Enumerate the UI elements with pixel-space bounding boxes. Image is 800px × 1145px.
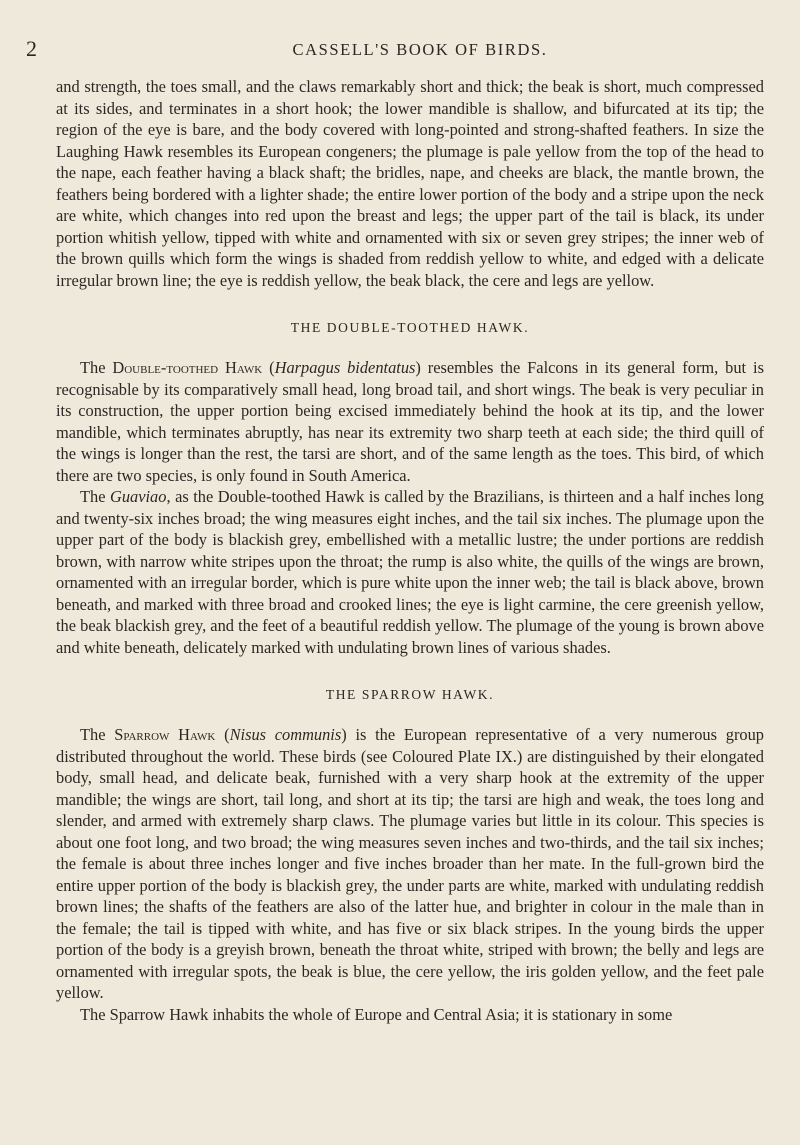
- section-heading-sparrow-hawk: THE SPARROW HAWK.: [325, 687, 495, 702]
- double-toothed-hawk-paragraph-1: The Double-toothed Hawk (Harpagus bidentatus) resembles the Falcons in its general form, but is recognisable by its comparatively small head, long broad tail, and short wings. The beak is very peculiar in its construction, the upper portion being excised immediately behind the hook at its tip, and the lower mandible, which terminates abruptly, has near its extremity two sharp teeth at each side; the third quill of the wings is longer than the rest, the tarsi are short, and of the same length as the toes. This bird, of which there are two species, is only found in South America.: [56, 358, 764, 485]
- latin-name: Harpagus bidentatus: [274, 358, 416, 377]
- latin-name: Guaviao: [110, 487, 167, 506]
- page-number: 2: [26, 36, 37, 61]
- species-name: Sparrow Hawk: [114, 725, 216, 744]
- sparrow-hawk-paragraph-2: The Sparrow Hawk inhabits the whole of Europe and Central Asia; it is stationary in some: [80, 1004, 673, 1024]
- running-title: CASSELL'S BOOK OF BIRDS.: [292, 40, 548, 59]
- intro-paragraph: and strength, the toes small, and the claws remarkably short and thick; the beak is short, much compressed at its sides, and terminates in a short hook; the lower mandible is shallow, and bifurcated at its tip; the region of the eye is bare, and the body covered with long-pointed and strong-shafted feathers. In size the Laughing Hawk resembles its European congeners; the plumage is pale yellow from the top of the head to the nape, each feather having a black shaft; the bridles, nape, and cheeks are black, the mantle brown, the feathers being bordered with a lighter shade; the entire lower portion of the body and a stripe upon the neck are white, which changes into red upon the breast and legs; the upper part of the tail is black, its under portion whitish yellow, tipped with white and ornamented with six or seven grey stripes; the inner web of the brown quills which form the wings is shaded from reddish yellow to white, and edged with a delicate irregular brown line; the eye is reddish yellow, the beak black, the cere and legs are yellow.: [56, 77, 764, 290]
- paragraph-text: as the Double-toothed Hawk is called by the Brazilians, is thirteen and a half inches long and twenty-six inches broad; the wing measures eight inches, and the tail six inches. The plumage upon the upper part of the body is blackish grey, embellished with a metallic lustre; the under portions are reddish brown, with narrow white stripes upon the throat; the rump is also white, the quills of the wings are brown, ornamented with an irregular border, which is pure white upon the inner web; the tail is black above, brown beneath, and marked with three broad and crooked lines; the eye is light carmine, the cere greenish yellow, the beak blackish grey, and the feet of a beautiful reddish yellow. The plumage of the young is brown above and white beneath, delicately marked with undulating brown lines of various shades.: [56, 487, 764, 657]
- species-name: Double-toothed Hawk: [112, 358, 263, 377]
- latin-name: Nisus communis: [229, 725, 342, 744]
- section-heading-double-toothed-hawk: THE DOUBLE-TOOTHED HAWK.: [290, 320, 530, 335]
- double-toothed-hawk-paragraph-2: The Guaviao, as the Double-toothed Hawk is called by the Brazilians, is thirteen and a half inches long and twenty-six inches broad; the wing measures eight inches, and the tail six inches. The plumage upon the upper part of the body is blackish grey, embellished with a metallic lustre; the under portions are reddish brown, with narrow white stripes upon the throat; the rump is also white, the quills of the wings are brown, ornamented with an irregular border, which is pure white upon the inner web; the tail is black above, brown beneath, and marked with three broad and crooked lines; the eye is light carmine, the cere greenish yellow, the beak blackish grey, and the feet of a beautiful reddish yellow. The plumage of the young is brown above and white beneath, delicately marked with undulating brown lines of various shades.: [56, 487, 764, 657]
- paragraph-text: is the European representative of a very numerous group distributed throughout the world. These birds (see Coloured Plate IX.) are distinguished by their elongated body, small head, and delicate beak, furnished with a very sharp hook at the extremity of the upper mandible; the wings are short, tail long, and short at its tip; the tarsi are high and weak, the toes long and slender, and armed with extremely sharp claws. The plumage varies but little in its colour. This species is about one foot long, and two broad; the wing measures seven inches and two-thirds, and the tail six inches; the female is about three inches longer and five inches broader than her mate. In the full-grown bird the entire upper portion of the body is blackish grey, the under parts are white, marked with undulating reddish brown lines; the shafts of the feathers are also of the latter hue, and brighter in colour in the male than in the female; the tail is tipped with white, and has five or six black stripes. In the young birds the upper portion of the body is a greyish brown, beneath the throat white, striped with brown; the belly and legs are ornamented with irregular spots, the beak is blue, the cere yellow, the iris golden yellow, and the feet pale yellow.: [56, 725, 764, 1002]
- sparrow-hawk-paragraph-1: The Sparrow Hawk (Nisus communis) is the European representative of a very numerous group distributed throughout the world. These birds (see Coloured Plate IX.) are distinguished by their elongated body, small head, and delicate beak, furnished with a very sharp hook at the extremity of the upper mandible; the wings are short, tail long, and short at its tip; the tarsi are high and weak, the toes long and slender, and armed with extremely sharp claws. The plumage varies but little in its colour. This species is about one foot long, and two broad; the wing measures seven inches and two-thirds, and the tail six inches; the female is about three inches longer and five inches broader than her mate. In the full-grown bird the entire upper portion of the body is blackish grey, the under parts are white, marked with undulating reddish brown lines; the shafts of the feathers are also of the latter hue, and brighter in colour in the male than in the female; the tail is tipped with white, and has five or six black stripes. In the young birds the upper portion of the body is a greyish brown, beneath the throat white, striped with brown; the belly and legs are ornamented with irregular spots, the beak is blue, the cere yellow, the iris golden yellow, and the feet pale yellow.: [56, 725, 764, 1002]
- paragraph-text: resembles the Falcons in its general form, but is recognisable by its comparatively small head, long broad tail, and short wings. The beak is very peculiar in its construction, the upper portion being excised immediately behind the hook at its tip, and the lower mandible, which terminates abruptly, has near its extremity two sharp teeth at each side; the third quill of the wings is longer than the rest, the tarsi are short, and of the same length as the toes. This bird, of which there are two species, is only found in South America.: [56, 358, 764, 485]
